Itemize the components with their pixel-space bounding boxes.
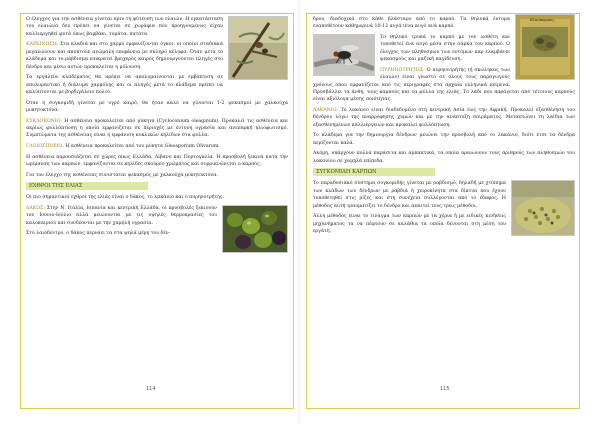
- paragraph-countries: Η ασθένεια παρουσιάζεται σε χώρες όπως Ελλάδα, Λίβανο και Πορτογαλία. Η προσβολή ξεκινά κατά την ωρίμανση των καρπών, εμφανίζονται σε κηλίδες σκούρου χρώματος και συρρικνώνεται ο καρπός.: [26, 154, 288, 168]
- lakanio-text: Το λακάνιο είναι διαδεδομένο στη κεντρική Ασία έως την Αφρική. Προκαλεί εξασθένηση του δένδρου λόγω της αναρρόφησης χυμών και με την ανάπτυξη σπιράματος. Μεταπτώνει τη λαίδια των εξασθενημένων καλλιεργειών και προκαλεί φυλλόπτωση.: [313, 108, 575, 128]
- paragraph-parasites: Ακόμη, υπάρχουν πολλά παράσιτα και αρπακτικά, τα οποία αραιώνουν τους αριθμούς των πληθυσμών του λακανίου σε χαμηλά επίπεδα.: [313, 151, 575, 164]
- right-page-number: 115: [440, 386, 450, 392]
- enemies-heading: ΕΧΘΡΟΙ ΤΗΣ ΕΛΙΑΣ: [26, 182, 148, 190]
- dakos-label: ΔΑΚΟΣ:: [26, 205, 46, 211]
- karkinosi-text: Στα κλαδιά και στο χαρμό εμφανίζονται όγκοι, οι οποίοι σταδιακά μεγαλώνουν και αποκτούν ανώμαλη επιφάνεια με σκληρό κέλυφα. Όταν μετά το κλάδεμα και το ράβδισμα επικρατεί βροχερός καιρός δημιουργούνται πληγές στο δένδρο και μέσω αυτών προκαλείται η μόλυνση.: [26, 42, 223, 70]
- left-page-number: 114: [146, 386, 156, 392]
- dakos-text: Στην Ν. Ιταλία, Ισπανία και κεντρική Ελλάδα, οι προσβολές ξεκινούν τον Ιούνιο-Ιούλιο αλλά μειώνονται με τις υψηλές θερμοκρασίες του καλοκαιριού και συνδέονται με την χαμηλή υγρασία.: [26, 205, 217, 226]
- paragraph-enemies: Οι πιο σημαντικοί εχθροί της ελιάς είναι ο δάκος, το λακάνιο και ο πυρηνοτρήτης.: [26, 195, 224, 201]
- gloiosporio-label: ΓΛΟΙΟΣΠΟΡΙΟ:: [26, 144, 64, 150]
- pyrinotrits-text: Ο πυρηνοτρήτης (ή σκώληκας των ελαιών) είναι γνωστό σε όλους τους παραγωγούς χρόνους όπου εμφανίζεται από τις περιγραφές στα αρχαία ελληνικά κείμενα. Προσβάλλει τα άνθη, τους καρπούς και τα φύλλα της ελιάς. Το λάδι που παράγεται από τέτοιους καρπούς είναι αξιόλογα μέσης ποιότητας.: [313, 67, 575, 103]
- left-page-content: [26, 16, 288, 255]
- gloiosporio-text: Η ασθένεια προκαλείται από τον μύκητα Gleosporium Olivarum.: [65, 144, 220, 150]
- paragraph-dakos-eggs: δρου, διαδοχικά στο κάθε βλάσταρο από το καρπό. Τα θηλυκά έντομα εναποθέτουν καθημερινά 10-12 αυγά (ένα αυγό ανά καρπό.: [313, 17, 510, 30]
- paragraph-pruning: Το κλάδεμα για την δημιουργία δένδρων μειώνει την προσβολή από το λακάνιο, διότι έτσι τα δένδρα αερίζονται καλά.: [313, 133, 575, 146]
- paragraph-tools: Τα εργαλεία κλαδέματος θα πρέπει να απολυμαίνονται με εμβάπτιση σε απολυμαντικό ή διάλυμα χαρμόλης και οι πληγές μετά το κλάδεμα πρέπει να καλύπτονται με βορδιγάλειο πολτό.: [26, 75, 223, 96]
- harvest-heading: ΣΥΓΚΟΜΙΔΗ ΚΑΡΠΩΝ: [313, 168, 435, 176]
- paragraph-lakanio: [313, 107, 575, 129]
- book-cover-image: [515, 14, 575, 80]
- paragraph-traditional-harvest: Το παραδοσιακό σύστημα συγκομιδής γίνεται με ραβδισμό, δηλαδή με χτύπημα των κλάδων των δένδρων με ραβδιά ή χειροκίνητα στα δίκτυα που έχουν τοποθετηθεί στις ρίζες και στη συνέχεια συλλέγονται από το έδαφος. Η μέθοδος αυτή τραυματίζει το δένδρο και απαιτεί τους τρεις μέθοδοι.: [313, 181, 506, 209]
- paragraph-intro: Ο έλεγχος για την ασθένεια γίνεται πριν τη φύτευση των ελαιών. Η εγκατάσταση του ελαιώνα δεν πρέπει να γίνεται σε χωράφια που προηγουμένως είχαν καλλιεργηθεί φυτά όπως βαμβάκι, τομάτα, πατάτα.: [26, 17, 223, 37]
- karkinosi-label: ΚΑΡΚΙΝΩΣΗ:: [26, 42, 59, 48]
- kyklokonio-label: ΚΥΚΛΟΚΟΝΙΟ:: [26, 118, 63, 124]
- kyklokonio-text: Η ασθένεια προκαλείται από μύκητα (Cycloconium oleaginum). Προκαλεί τις ασθένεια και ακρίως φυλλόπτωση η οποία εμφανίζεται σε περιοχές με έντονη υγρασία και ανεπαρκή ηλιοφωτισμό. Συμπτώματα της ασθένειας είναι η εμφάνιση κυκλικών κηλίδων στα φύλλα.: [26, 118, 289, 139]
- pyrinotrits-label: ΠΥΡΗΝΟΤΡΗΤΗΣ:: [380, 67, 425, 73]
- olives-photo: [222, 205, 288, 253]
- paragraph-dakos-continued: Στο λαιόδεντρο, ο δάκος περνάει τα στα ψηλά μέρη του δέν-: [26, 231, 171, 237]
- paragraph-alternative-harvest: Άλλη μέθοδος είναι το τίναγμα των καρπών με τα χέρια ή με ειδικές κινήσεις μηχανήματος τα να πέφτουν σε καλάθια τα οποία δένονται στη μέση του εργάτη.: [313, 214, 506, 235]
- right-page: [300, 0, 600, 424]
- olive-branch-photo: [228, 16, 288, 80]
- paragraph-kyklokonio: [26, 118, 288, 140]
- olive-fly-photo: [313, 34, 375, 76]
- book-cover-title: Ελαιόκαρπος: [530, 18, 555, 22]
- paragraph-gloiosporio: [26, 143, 288, 150]
- paragraph-harvest-weather: Όταν η συγκομιδή γίνεται με υγρό καιρό, θα ήταν καλό να γίνονται 1-2 ψεκασμοί με χαλκούχα μυκητοκτόνα.: [26, 100, 288, 114]
- paragraph-control: Για τον έλεγχο της ασθένειας συνιστάται ψεκασμός με χαλκούχα μυκητοκτόνα.: [26, 172, 218, 178]
- harvested-olives-photo: [511, 180, 575, 236]
- paragraph-female-fly: Το θηλυκό τρυπά το καρπό με τον ωοθέτη και τοποθετεί ένα αυγό μέσα στην σάρκα του καρπού. Ο έλεγχος των πληθυσμών των εντόμων παρ ελαμβάνει ψεκασμούς και μαζική παγίδευση.: [380, 35, 510, 63]
- lakanio-label: ΛΑΚΑΝΙΟ:: [313, 108, 339, 114]
- right-page-content: [313, 16, 575, 239]
